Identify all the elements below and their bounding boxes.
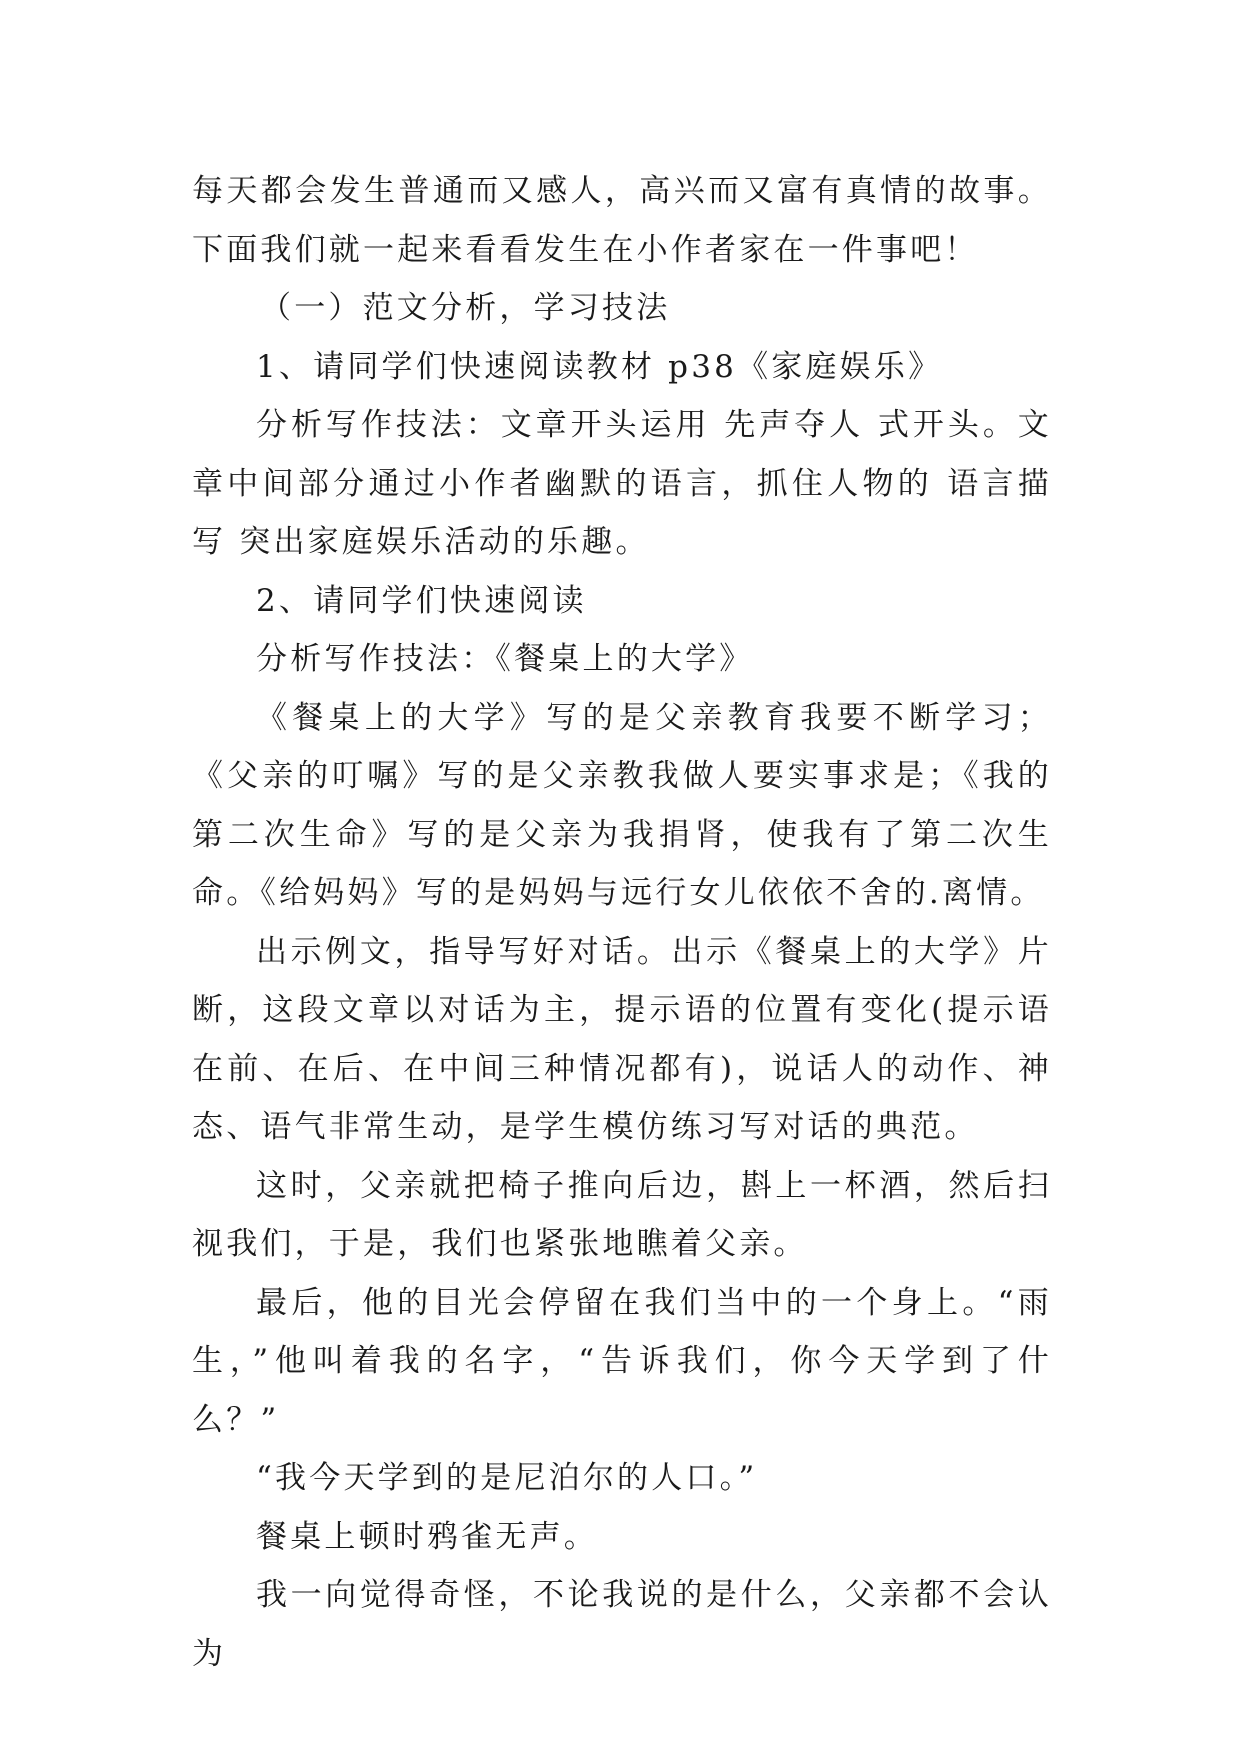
paragraph-excerpt-5: 我一向觉得奇怪，不论我说的是什么，父亲都不会认为	[192, 1577, 1052, 1672]
paragraph-excerpt-1: 这时，父亲就把椅子推向后边，斟上一杯酒，然后扫视我们，于是，我们也紧张地瞧着父亲。	[192, 1167, 1052, 1262]
document-body	[192, 162, 1052, 1683]
paragraph-item-2: 2、请同学们快速阅读	[256, 582, 587, 619]
paragraph-analysis-2: 分析写作技法：《餐桌上的大学》	[256, 641, 754, 677]
paragraph-item-1: 1、请同学们快速阅读教材 p38《家庭娱乐》	[256, 348, 943, 385]
section-heading: （一）范文分析，学习技法	[260, 290, 671, 326]
paragraph-excerpt-2: 最后，他的目光会停留在我们当中的一个身上。“雨生，”他叫着我的名字，“告诉我们，你今天学到了什么？”	[192, 1284, 1052, 1438]
paragraph-excerpt-3: “我今天学到的是尼泊尔的人口。”	[256, 1460, 758, 1496]
paragraph-intro: 每天都会发生普通而又感人，高兴而又富有真情的故事。下面我们就一起来看看发生在小作者家在一件事吧！	[192, 173, 1052, 268]
paragraph-analysis-1: 分析写作技法：文章开头运用 先声夺人 式开头。文章中间部分通过小作者幽默的语言，抓住人物的 语言描写 突出家庭娱乐活动的乐趣。	[192, 407, 1052, 560]
paragraph-summary: 《餐桌上的大学》写的是父亲教育我要不断学习；《父亲的叮嘱》写的是父亲教我做人要实事求是；《我的第二次生命》写的是父亲为我捐肾，使我有了第二次生命。《给妈妈》写的是妈妈与远行女儿依依不舍的.离情。	[192, 699, 1052, 911]
paragraph-excerpt-4: 餐桌上顿时鸦雀无声。	[256, 1518, 598, 1555]
paragraph-example-intro: 出示例文，指导写好对话。出示《餐桌上的大学》片断，这段文章以对话为主，提示语的位置有变化(提示语在前、在后、在中间三种情况都有)，说话人的动作、神态、语气非常生动，是学生模仿练习写对话的典范。	[192, 933, 1052, 1145]
